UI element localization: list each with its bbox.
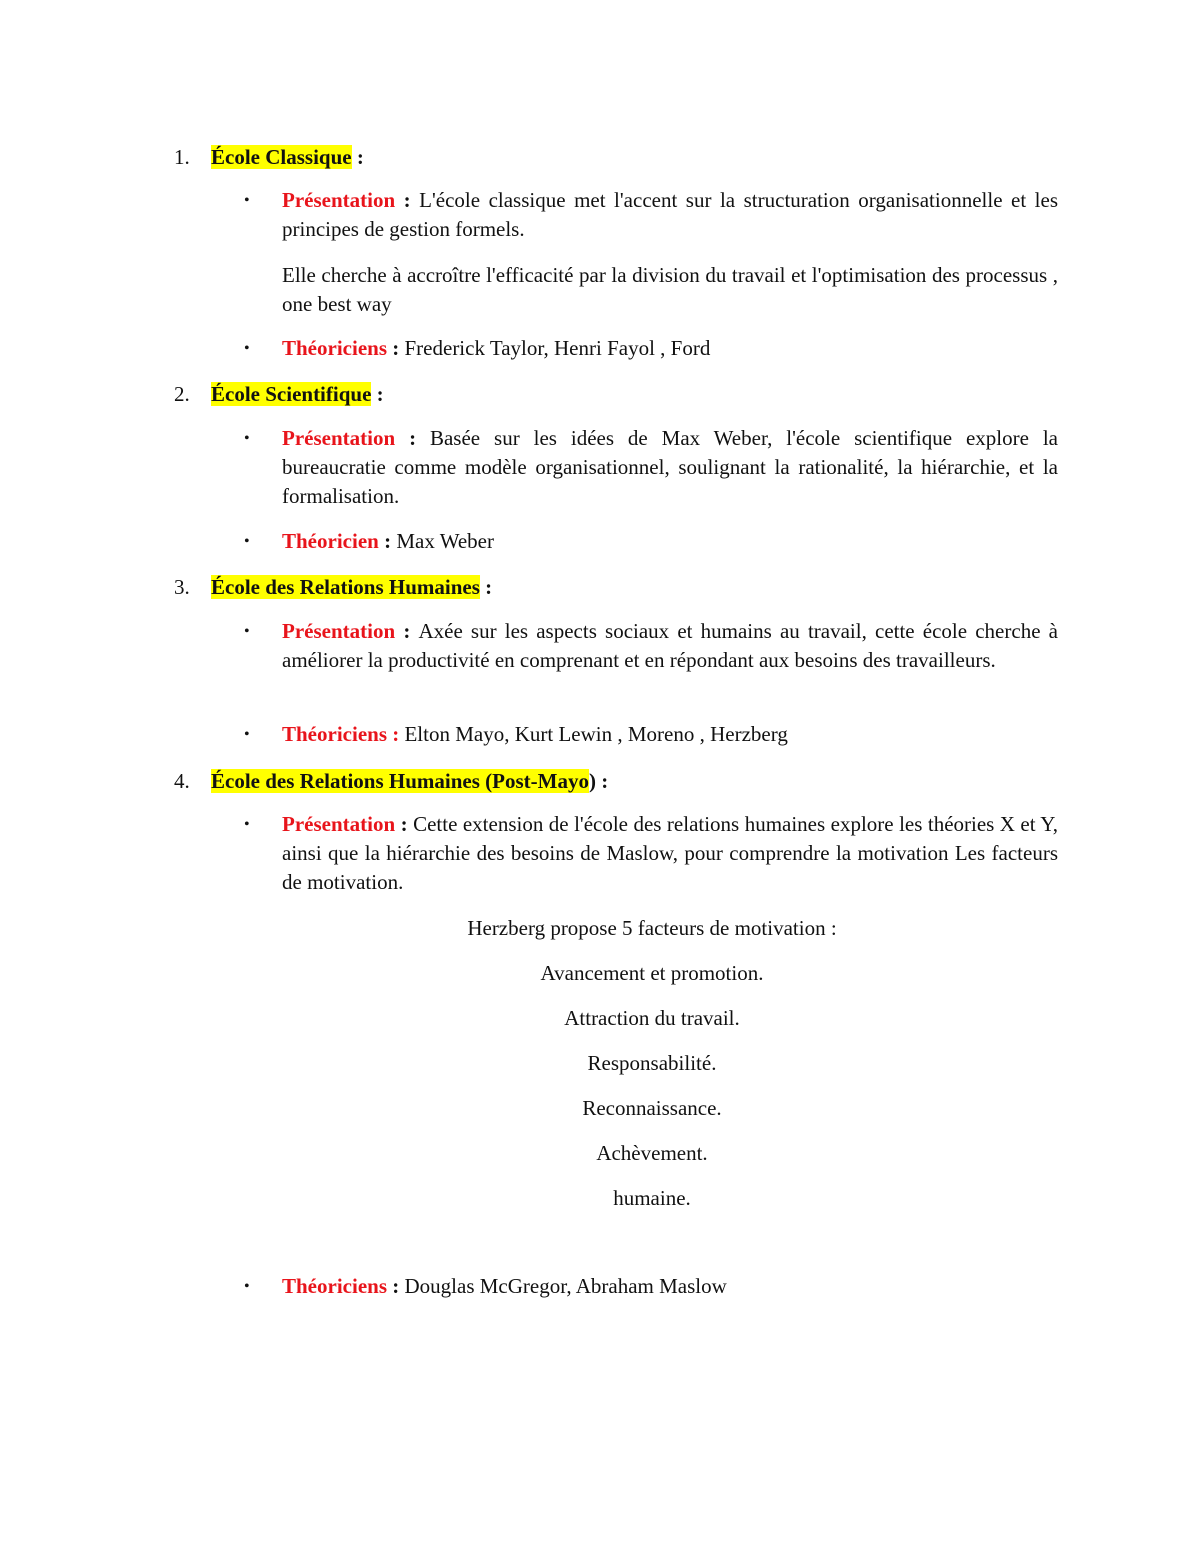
- motivation-factor: Achèvement.: [596, 1141, 708, 1165]
- section-number: 2.: [174, 382, 190, 406]
- section-number: 4.: [174, 769, 190, 793]
- bullet-icon: •: [244, 623, 250, 640]
- theorists-text: Douglas McGregor, Abraham Maslow: [404, 1274, 727, 1298]
- section-title: École des Relations Humaines: [211, 575, 480, 599]
- motivation-factor: Avancement et promotion.: [540, 961, 764, 985]
- presentation-bullet: [282, 424, 1058, 511]
- section-title-suffix: :: [351, 145, 364, 169]
- section-title-tail: ): [588, 769, 596, 793]
- theorists-text: Frederick Taylor, Henri Fayol , Ford: [404, 336, 711, 360]
- presentation-label: Présentation: [282, 619, 396, 643]
- presentation-bullet: [282, 810, 1058, 897]
- label-separator: :: [395, 812, 414, 836]
- motivation-factors-intro: Herzberg propose 5 facteurs de motivation :: [467, 916, 837, 940]
- section-number: 1.: [174, 145, 190, 169]
- label-separator: :: [395, 426, 430, 450]
- presentation-text: L'école classique met l'accent sur la structuration organisationnelle et les principes de gestion formels.: [282, 188, 1059, 241]
- theorists-bullet: [282, 1272, 1058, 1301]
- section-number: 3.: [174, 575, 190, 599]
- theorists-bullet: [282, 527, 1058, 556]
- bullet-icon: •: [244, 533, 250, 550]
- bullet-icon: •: [244, 340, 250, 357]
- presentation-label: Présentation: [282, 812, 396, 836]
- theorists-text: Elton Mayo, Kurt Lewin , Moreno , Herzberg: [404, 722, 788, 746]
- presentation-text: Axée sur les aspects sociaux et humains au travail, cette école cherche à améliorer la productivité en comprenant et en répondant aux besoins des travailleurs.: [282, 619, 1058, 672]
- presentation-bullet: [282, 186, 1058, 244]
- bullet-icon: •: [244, 430, 250, 447]
- theorists-bullet: [282, 334, 1058, 363]
- presentation-label: Présentation: [282, 188, 396, 212]
- theorists-bullet: [282, 720, 1058, 749]
- label-separator: :: [378, 529, 397, 553]
- label-separator: :: [395, 188, 420, 212]
- presentation-text: Basée sur les idées de Max Weber, l'école scientifique explore la bureaucratie comme modèle organisationnel, soulignant la rationalité, la hiérarchie, et la formalisation.: [282, 426, 1059, 508]
- motivation-factor: Attraction du travail.: [564, 1006, 740, 1030]
- section-title-suffix: :: [371, 382, 384, 406]
- presentation-label: Présentation: [282, 426, 396, 450]
- theorists-text: Max Weber: [396, 529, 494, 553]
- section-title-suffix: :: [595, 769, 609, 793]
- theorists-label: Théoriciens: [282, 1274, 387, 1298]
- presentation-bullet: [282, 617, 1058, 675]
- theorists-label: Théoricien: [282, 529, 379, 553]
- label-separator: :: [387, 1274, 405, 1298]
- section-title: École Scientifique: [211, 382, 372, 406]
- section-title-suffix: :: [479, 575, 493, 599]
- label-separator: :: [395, 619, 419, 643]
- theorists-label: Théoriciens: [282, 336, 387, 360]
- motivation-factor: humaine.: [613, 1186, 691, 1210]
- motivation-factor: Responsabilité.: [587, 1051, 717, 1075]
- section-title: École Classique: [211, 145, 352, 169]
- label-separator: :: [387, 336, 405, 360]
- bullet-icon: •: [244, 816, 250, 833]
- bullet-icon: •: [244, 1278, 250, 1295]
- section-title: École des Relations Humaines (Post-Mayo: [211, 769, 589, 793]
- presentation-text: Cette extension de l'école des relations humaines explore les théories X et Y, ainsi que la hiérarchie des besoins de Maslow, pour comprendre la motivation Les facteurs de motivation.: [282, 812, 1058, 894]
- presentation-extra-paragraph: Elle cherche à accroître l'efficacité par la division du travail et l'optimisation des processus , one best way: [282, 263, 1058, 316]
- bullet-icon: •: [244, 726, 250, 743]
- bullet-icon: •: [244, 192, 250, 209]
- motivation-factor: Reconnaissance.: [582, 1096, 722, 1120]
- theorists-label: Théoriciens :: [282, 722, 400, 746]
